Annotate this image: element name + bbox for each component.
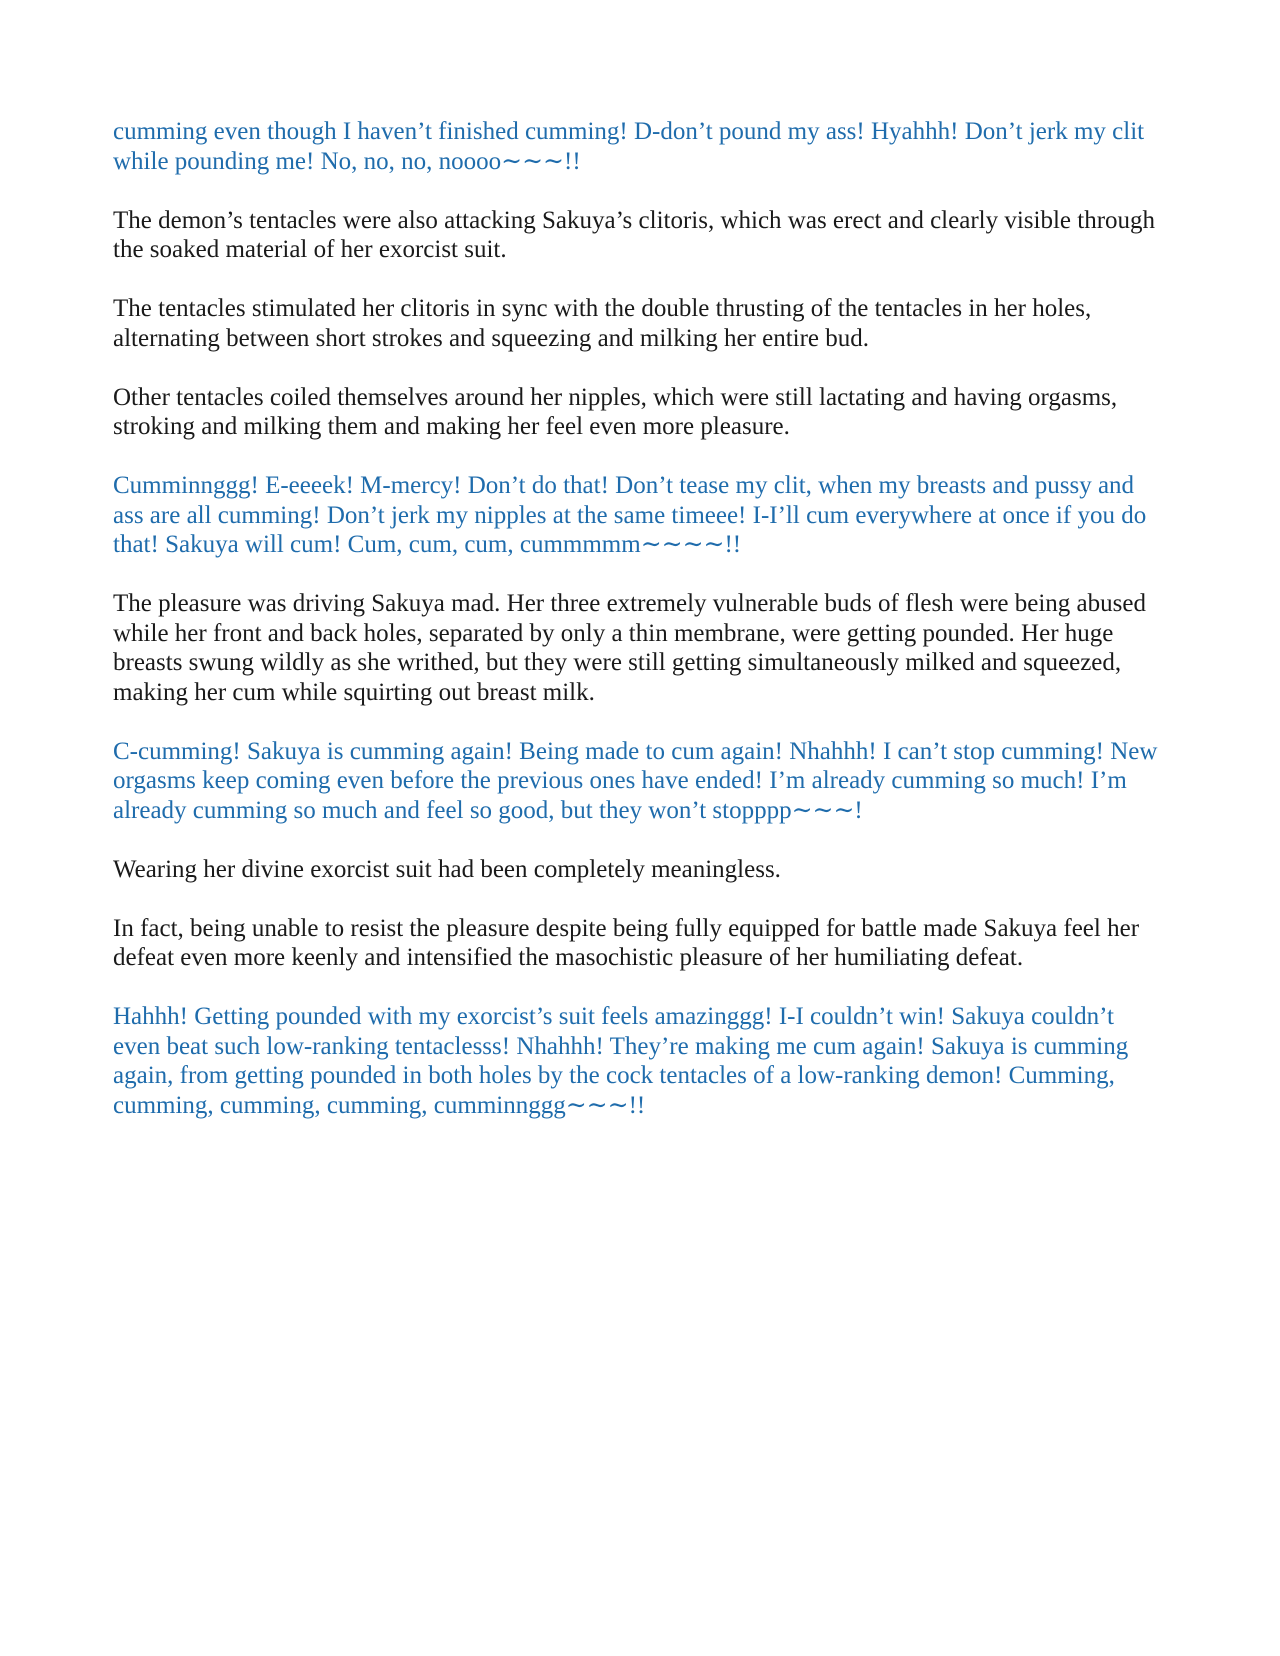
narration-paragraph-1: The demon’s tentacles were also attacking Sakuya’s clitoris, which was erect and clearly visible through the soaked material of her exorcist suit. (113, 206, 1156, 263)
dialogue-paragraph-6: C-cumming! Sakuya is cumming again! Being made to cum again! Nhahhh! I can’t stop cumming! New orgasms keep coming even before the previous ones have ended! I’m already cumming so much! I’m already cumming so much and feel so good, but they won’t stopppp∼∼∼! (113, 737, 1158, 824)
dialogue-paragraph-9: Hahhh! Getting pounded with my exorcist’s suit feels amazinggg! I-I couldn’t win! Sakuya couldn’t even beat such low-ranking tentaclesss! Nhahhh! They’re making me cum again! Sakuya is cumming again, from getting pounded in both holes by the cock tentacles of a low-ranking demon! Cumming, cumming, cumming, cumming, cumminnggg∼∼∼!! (113, 1003, 1129, 1119)
narration-paragraph-5: The pleasure was driving Sakuya mad. Her three extremely vulnerable buds of flesh were being abused while her front and back holes, separated by only a thin membrane, were getting pounded. Her huge breasts swung wildly as she writhed, but they were still getting simultaneously milked and squeezed, making her cum while squirting out breast milk. (113, 590, 1146, 706)
narration-paragraph-8: In fact, being unable to resist the pleasure despite being fully equipped for battle made Sakuya feel her defeat even more keenly and intensified the masochistic pleasure of her humiliating defeat. (113, 914, 1140, 971)
dialogue-paragraph-4: Cumminnggg! E-eeeek! M-mercy! Don’t do that! Don’t tease my clit, when my breasts and pussy and ass are all cumming! Don’t jerk my nipples at the same timeee! I-I’ll cum everywhere at once if you do that! Sakuya will cum! Cum, cum, cum, cummmmm∼∼∼∼!! (113, 472, 1147, 558)
narration-paragraph-3: Other tentacles coiled themselves around her nipples, which were still lactating and having orgasms, stroking and milking them and making her feel even more pleasure. (113, 383, 1118, 440)
dialogue-paragraph-0: cumming even though I haven’t finished cumming! D-don’t pound my ass! Hyahhh! Don’t jerk my clit while pounding me! No, no, no, noooo∼∼∼!! (113, 118, 1145, 175)
narration-paragraph-2: The tentacles stimulated her clitoris in sync with the double thrusting of the tentacles in her holes, alternating between short strokes and squeezing and milking her entire bud. (113, 295, 1092, 352)
text-body (113, 117, 1167, 1150)
narration-paragraph-7: Wearing her divine exorcist suit had been completely meaningless. (113, 855, 781, 883)
